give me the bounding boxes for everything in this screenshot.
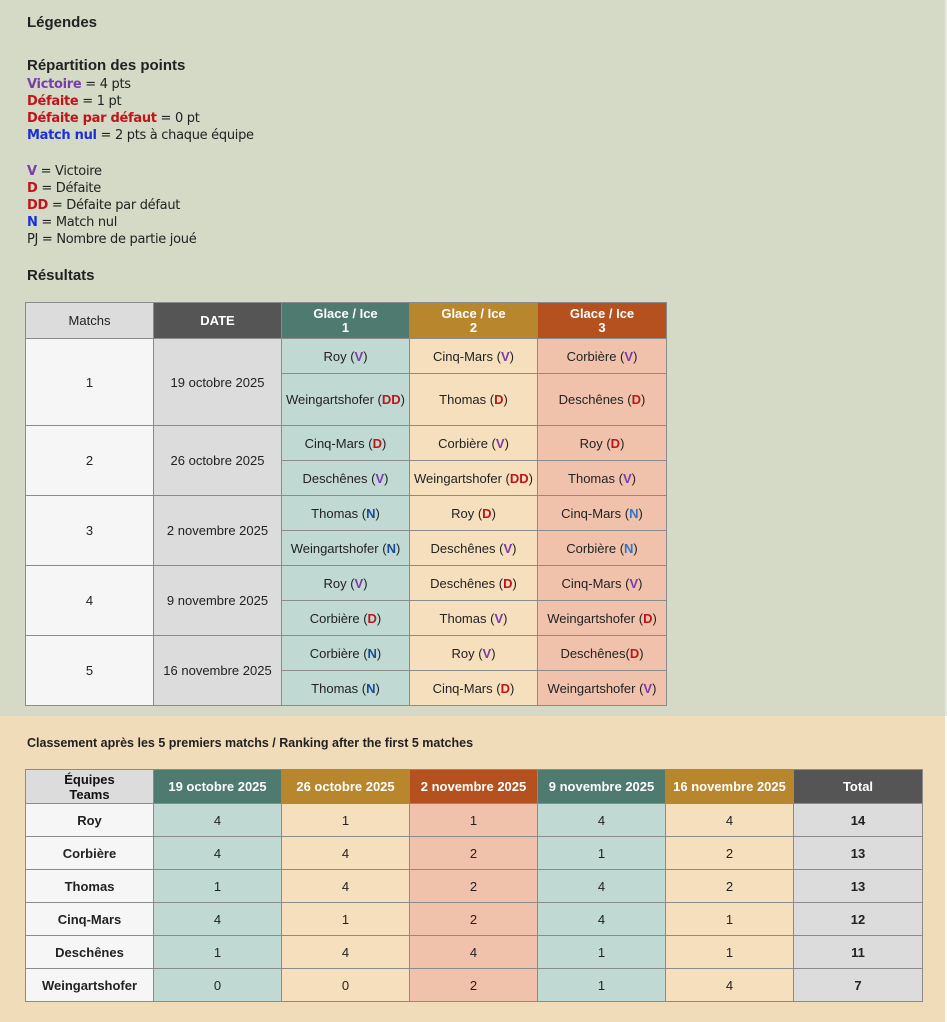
score-cell: 2 — [410, 969, 538, 1002]
points-text: = 4 pts — [81, 77, 131, 92]
header-teams-fr: Équipes — [64, 771, 115, 787]
game-cell: Thomas (N) — [282, 671, 410, 706]
score-cell: 2 — [410, 870, 538, 903]
result-code: V — [629, 575, 639, 591]
score-cell: 4 — [282, 870, 410, 903]
score-cell: 2 — [666, 837, 794, 870]
result-code: V — [354, 348, 364, 364]
team-name: Thomas — [568, 470, 615, 486]
result-code: D — [494, 392, 504, 407]
score-cell: 0 — [282, 969, 410, 1002]
result-code: V — [482, 645, 492, 661]
game-cell: Thomas (V) — [410, 601, 538, 636]
abbr-key: DD — [27, 198, 48, 213]
score-cell: 1 — [282, 903, 410, 936]
ranking-row — [26, 804, 923, 837]
points-text: = 1 pt — [78, 94, 122, 109]
result-code: D — [643, 610, 653, 626]
result-code: D — [500, 680, 510, 696]
points-title: Répartition des points — [27, 57, 186, 74]
abbr-line — [27, 180, 196, 197]
game-cell: Deschênes (V) — [282, 461, 410, 496]
result-code: V — [354, 575, 364, 591]
abbr-line — [27, 231, 196, 248]
game-cell: Deschênes (D) — [538, 374, 667, 426]
abbr-key: D — [27, 181, 38, 196]
abbr-key: V — [27, 164, 37, 179]
points-text: = 2 pts à chaque équipe — [96, 128, 254, 143]
team-name: Deschênes — [558, 392, 624, 407]
score-cell: 4 — [538, 903, 666, 936]
team-name: Cinq-Mars — [561, 575, 622, 591]
score-cell: 1 — [410, 804, 538, 837]
abbr-text: = Match nul — [37, 215, 118, 230]
result-code: D — [367, 610, 377, 626]
result-row — [26, 339, 667, 374]
team-name: Corbière — [309, 610, 360, 626]
game-cell: Weingartshofer (V) — [538, 671, 667, 706]
team-name: Roy — [579, 435, 603, 451]
game-cell: Roy (D) — [410, 496, 538, 531]
header-ice-1: Glace / Ice 1 — [282, 303, 410, 339]
score-cell: 4 — [154, 903, 282, 936]
team-name: Weingartshofer — [414, 470, 502, 486]
result-code: N — [367, 645, 377, 661]
match-date: 26 octobre 2025 — [154, 426, 282, 496]
points-line — [27, 76, 254, 93]
game-cell: Corbière (V) — [410, 426, 538, 461]
team-name: Thomas — [311, 505, 359, 521]
header-date: 9 novembre 2025 — [538, 770, 666, 804]
game-cell: Thomas (N) — [282, 496, 410, 531]
result-row — [26, 636, 667, 671]
abbr-text: = Victoire — [36, 164, 102, 179]
game-cell: Cinq-Mars (V) — [538, 566, 667, 601]
team-name: Deschênes — [430, 575, 496, 591]
game-cell: Corbière (N) — [538, 531, 667, 566]
score-cell: 1 — [666, 903, 794, 936]
points-line — [27, 110, 254, 127]
team-name: Deschênes — [560, 645, 626, 661]
header-date: DATE — [154, 303, 282, 339]
game-cell: Corbière (V) — [538, 339, 667, 374]
points-key: Défaite par défaut — [27, 111, 157, 126]
ranking-row — [26, 936, 923, 969]
team-name: Corbière — [438, 435, 488, 451]
abbr-text: = Défaite — [37, 181, 101, 196]
result-code: V — [622, 470, 632, 486]
match-date: 9 novembre 2025 — [154, 566, 282, 636]
team-name: Weingartshofer — [547, 680, 636, 696]
result-code: V — [500, 348, 510, 364]
header-matchs: Matchs — [26, 303, 154, 339]
total-cell: 14 — [794, 804, 923, 837]
score-cell: 4 — [666, 969, 794, 1002]
header-teams-en: Teams — [69, 786, 110, 802]
match-number: 3 — [26, 496, 154, 566]
points-line — [27, 127, 254, 144]
team-name: Weingartshofer — [286, 392, 374, 407]
team-name: Corbière — [566, 540, 617, 556]
score-cell: 2 — [410, 837, 538, 870]
score-cell: 4 — [282, 837, 410, 870]
score-cell: 4 — [538, 804, 666, 837]
abbr-text: = Défaite par défaut — [47, 198, 181, 213]
score-cell: 4 — [666, 804, 794, 837]
team-name: Cinq-Mars — [26, 903, 154, 936]
abbr-text: PJ = Nombre de partie joué — [27, 232, 197, 247]
match-number: 1 — [26, 339, 154, 426]
result-row — [26, 426, 667, 461]
team-name: Roy — [451, 505, 475, 521]
team-name: Roy — [323, 348, 347, 364]
team-name: Deschênes — [430, 540, 496, 556]
header-date: 26 octobre 2025 — [282, 770, 410, 804]
points-key: Victoire — [27, 77, 82, 92]
team-name: Roy — [26, 804, 154, 837]
score-cell: 1 — [154, 870, 282, 903]
team-name: Thomas — [26, 870, 154, 903]
ranking-row — [26, 870, 923, 903]
match-date: 16 novembre 2025 — [154, 636, 282, 706]
abbr-line — [27, 197, 196, 214]
result-code: N — [386, 540, 396, 556]
abbr-line — [27, 163, 196, 180]
ranking-title: Classement après les 5 premiers matchs / Ranking after the first 5 matches — [27, 736, 474, 750]
points-key: Match nul — [27, 128, 97, 143]
score-cell: 4 — [282, 936, 410, 969]
game-cell: Corbière (N) — [282, 636, 410, 671]
game-cell: Cinq-Mars (D) — [410, 671, 538, 706]
result-code: V — [503, 540, 513, 556]
result-code: V — [494, 610, 504, 626]
match-date: 19 octobre 2025 — [154, 339, 282, 426]
result-code: N — [629, 505, 639, 521]
result-code: N — [366, 680, 376, 696]
header-ice-2: Glace / Ice 2 — [410, 303, 538, 339]
game-cell: Weingartshofer (DD) — [282, 374, 410, 426]
game-cell: Deschênes(D) — [538, 636, 667, 671]
score-cell: 4 — [538, 870, 666, 903]
result-code: DD — [509, 470, 529, 486]
team-name: Thomas — [439, 392, 487, 407]
team-name: Thomas — [311, 680, 359, 696]
results-table — [25, 302, 667, 706]
abbreviation-list — [27, 163, 196, 248]
result-code: D — [372, 435, 382, 451]
team-name: Deschênes — [26, 936, 154, 969]
team-name: Roy — [323, 575, 347, 591]
ranking-table — [25, 769, 923, 1002]
result-code: DD — [381, 392, 401, 407]
header-date: 16 novembre 2025 — [666, 770, 794, 804]
team-name: Cinq-Mars — [304, 435, 365, 451]
legend-title: Légendes — [27, 14, 98, 31]
team-name: Corbière — [26, 837, 154, 870]
match-date: 2 novembre 2025 — [154, 496, 282, 566]
game-cell: Deschênes (D) — [410, 566, 538, 601]
result-code: V — [375, 470, 385, 486]
game-cell: Roy (D) — [538, 426, 667, 461]
result-code: V — [495, 435, 505, 451]
total-cell: 13 — [794, 870, 923, 903]
abbr-line — [27, 214, 196, 231]
points-key: Défaite — [27, 94, 79, 109]
result-code: N — [624, 540, 634, 556]
team-name: Thomas — [439, 610, 487, 626]
result-row — [26, 566, 667, 601]
score-cell: 4 — [154, 804, 282, 837]
team-name: Corbière — [566, 348, 617, 364]
score-cell: 2 — [666, 870, 794, 903]
game-cell: Roy (V) — [282, 339, 410, 374]
total-cell: 11 — [794, 936, 923, 969]
game-cell: Weingartshofer (D) — [538, 601, 667, 636]
game-cell: Roy (V) — [282, 566, 410, 601]
results-title: Résultats — [27, 267, 95, 284]
score-cell: 4 — [154, 837, 282, 870]
score-cell: 4 — [410, 936, 538, 969]
abbr-key: N — [27, 215, 38, 230]
total-cell: 13 — [794, 837, 923, 870]
match-number: 2 — [26, 426, 154, 496]
team-name: Cinq-Mars — [432, 680, 493, 696]
result-code: D — [482, 505, 492, 521]
game-cell: Deschênes (V) — [410, 531, 538, 566]
team-name: Cinq-Mars — [433, 348, 493, 364]
result-row — [26, 496, 667, 531]
match-number: 5 — [26, 636, 154, 706]
match-number: 4 — [26, 566, 154, 636]
ranking-row — [26, 903, 923, 936]
score-cell: 1 — [666, 936, 794, 969]
team-name: Weingartshofer — [290, 540, 379, 556]
points-list — [27, 76, 254, 144]
score-cell: 1 — [154, 936, 282, 969]
result-code: D — [610, 435, 621, 451]
header-total: Total — [794, 770, 923, 804]
game-cell: Cinq-Mars (N) — [538, 496, 667, 531]
result-code: V — [643, 680, 653, 696]
team-name: Roy — [451, 645, 475, 661]
result-code: D — [629, 645, 640, 661]
game-cell: Corbière (D) — [282, 601, 410, 636]
team-name: Weingartshofer — [547, 610, 636, 626]
game-cell: Roy (V) — [410, 636, 538, 671]
game-cell: Weingartshofer (N) — [282, 531, 410, 566]
score-cell: 1 — [538, 936, 666, 969]
result-code: D — [631, 392, 642, 407]
total-cell: 7 — [794, 969, 923, 1002]
header-date: 19 octobre 2025 — [154, 770, 282, 804]
score-cell: 1 — [538, 969, 666, 1002]
team-name: Cinq-Mars — [561, 505, 622, 521]
result-code: N — [366, 505, 376, 521]
game-cell: Cinq-Mars (D) — [282, 426, 410, 461]
team-name: Deschênes — [302, 470, 368, 486]
points-text: = 0 pt — [156, 111, 200, 126]
ranking-row — [26, 969, 923, 1002]
result-code: D — [503, 575, 513, 591]
header-date: 2 novembre 2025 — [410, 770, 538, 804]
points-line — [27, 93, 254, 110]
game-cell: Thomas (V) — [538, 461, 667, 496]
game-cell: Thomas (D) — [410, 374, 538, 426]
result-code: V — [624, 348, 634, 364]
total-cell: 12 — [794, 903, 923, 936]
header-teams — [26, 770, 154, 804]
score-cell: 1 — [538, 837, 666, 870]
score-cell: 2 — [410, 903, 538, 936]
ranking-row — [26, 837, 923, 870]
game-cell: Cinq-Mars (V) — [410, 339, 538, 374]
score-cell: 0 — [154, 969, 282, 1002]
score-cell: 1 — [282, 804, 410, 837]
team-name: Weingartshofer — [26, 969, 154, 1002]
game-cell: Weingartshofer (DD) — [410, 461, 538, 496]
header-ice-3: Glace / Ice 3 — [538, 303, 667, 339]
team-name: Corbière — [309, 645, 360, 661]
